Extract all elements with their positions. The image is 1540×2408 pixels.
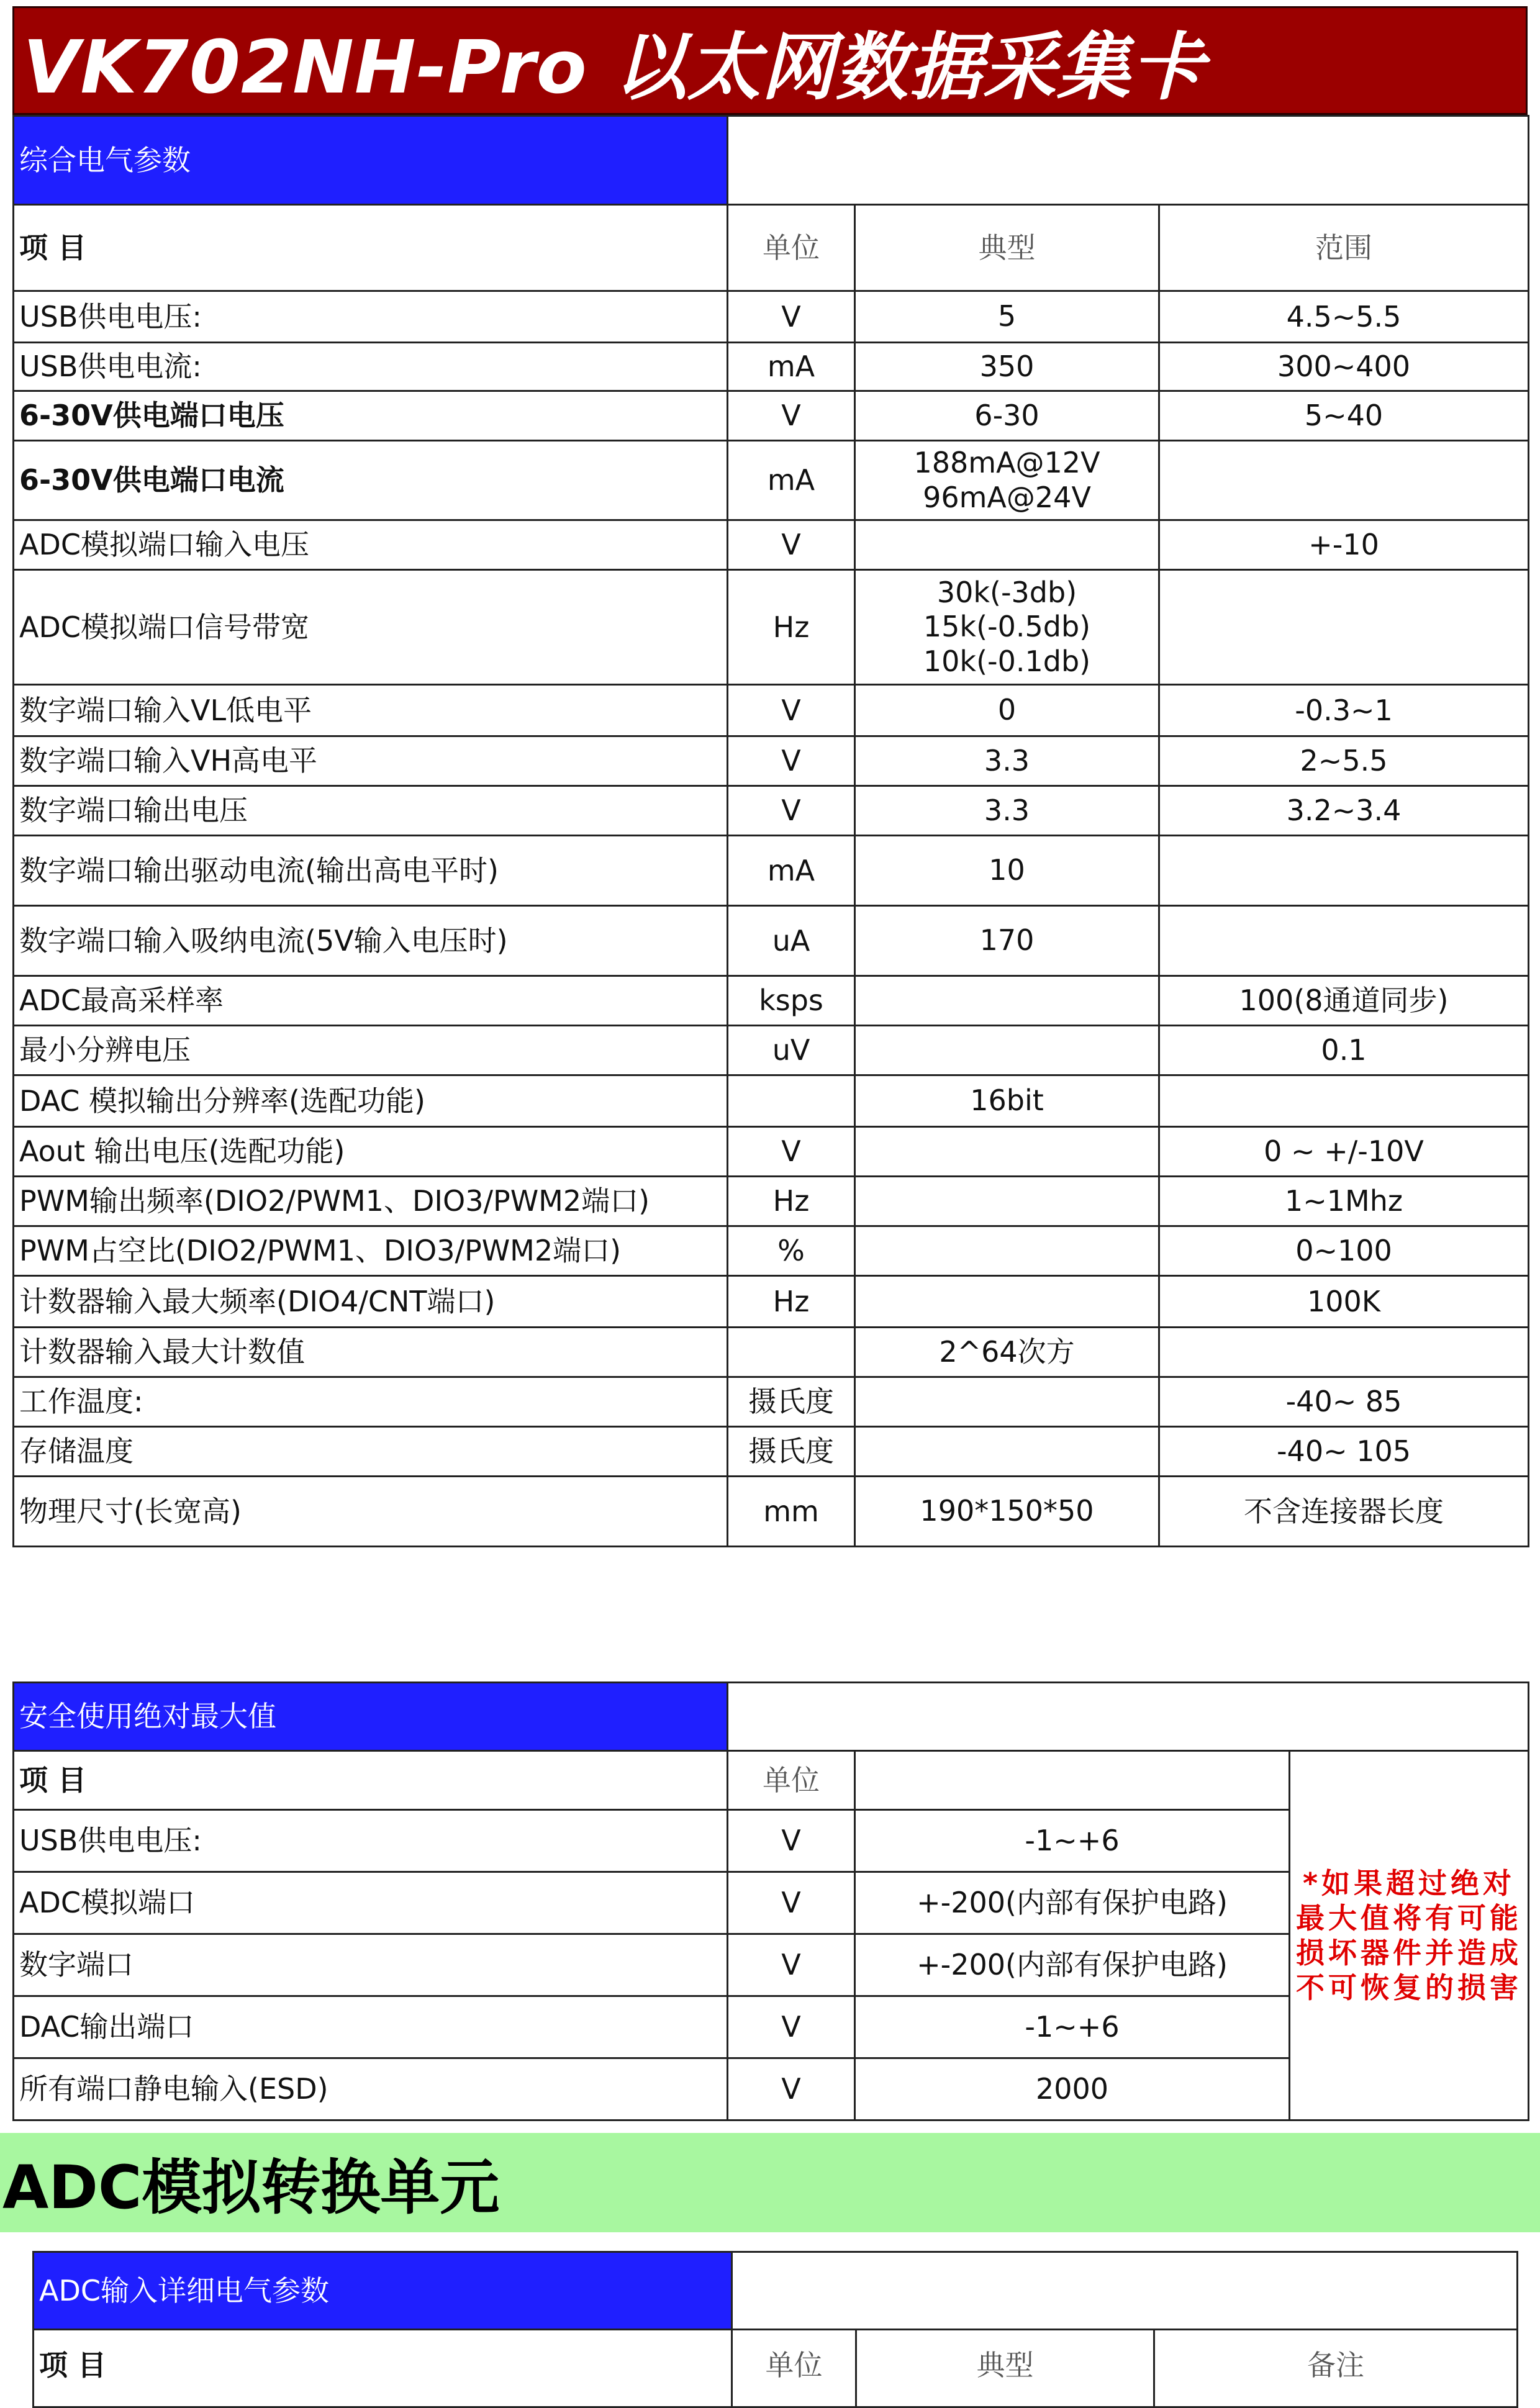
- row-typical: 6-30: [855, 391, 1159, 441]
- row-unit: uA: [728, 906, 855, 976]
- section-title-spacer: [728, 116, 1529, 205]
- table-row: [14, 836, 1529, 906]
- row-range: 300~400: [1159, 343, 1529, 391]
- row-unit: V: [728, 1934, 855, 1996]
- row-range: [1159, 906, 1529, 976]
- adc-unit-band: [0, 2133, 1540, 2232]
- table-row: [14, 906, 1529, 976]
- adc-section-title: ADC输入详细电气参数: [34, 2252, 732, 2330]
- row-unit: %: [728, 1226, 855, 1276]
- row-unit: V: [728, 685, 855, 736]
- row-item: 计数器输入最大计数值: [14, 1328, 728, 1377]
- row-range: 100(8通道同步): [1159, 976, 1529, 1026]
- table-row: [14, 441, 1529, 520]
- adc-params-table: [32, 2251, 1518, 2408]
- table-row: [14, 1328, 1529, 1377]
- electrical-params-table: [12, 115, 1529, 1547]
- row-item: 数字端口: [14, 1934, 728, 1996]
- row-unit: V: [728, 291, 855, 343]
- row-unit: Hz: [728, 1276, 855, 1328]
- table-row: [14, 1477, 1529, 1547]
- page-title-bar: [12, 6, 1528, 115]
- row-value: +-200(内部有保护电路): [855, 1872, 1290, 1934]
- row-item: 存储温度: [14, 1427, 728, 1477]
- row-typical: 10: [855, 836, 1159, 906]
- row-item: USB供电电流:: [14, 343, 728, 391]
- row-range: [1159, 1328, 1529, 1377]
- row-typical: 3.3: [855, 736, 1159, 786]
- table-row: [14, 570, 1529, 685]
- row-unit: V: [728, 391, 855, 441]
- row-typical: 5: [855, 291, 1159, 343]
- table-row: [14, 1226, 1529, 1276]
- table-row: [14, 1177, 1529, 1226]
- row-unit: ksps: [728, 976, 855, 1026]
- header-value: [855, 1751, 1290, 1810]
- row-typical: [855, 1276, 1159, 1328]
- row-item: 数字端口输入VL低电平: [14, 685, 728, 736]
- row-unit: mm: [728, 1477, 855, 1547]
- row-item: PWM占空比(DIO2/PWM1、DIO3/PWM2端口): [14, 1226, 728, 1276]
- row-unit: V: [728, 1872, 855, 1934]
- row-item: 6-30V供电端口电流: [14, 441, 728, 520]
- electrical-section-title: 综合电气参数: [14, 116, 728, 205]
- row-item: 计数器输入最大频率(DIO4/CNT端口): [14, 1276, 728, 1328]
- row-typical: [855, 1026, 1159, 1075]
- row-unit: Hz: [728, 1177, 855, 1226]
- row-range: [1159, 570, 1529, 685]
- row-range: +-10: [1159, 520, 1529, 570]
- row-unit: 摄氏度: [728, 1427, 855, 1477]
- table-row: [14, 1427, 1529, 1477]
- header-unit: 单位: [732, 2330, 856, 2407]
- row-typical: 2^64次方: [855, 1328, 1159, 1377]
- row-typical: 0: [855, 685, 1159, 736]
- row-item: DAC 模拟输出分辨率(选配功能): [14, 1075, 728, 1127]
- row-item: DAC输出端口: [14, 1996, 728, 2058]
- row-typical: [855, 1427, 1159, 1477]
- row-unit: V: [728, 786, 855, 836]
- table-row: [14, 1127, 1529, 1177]
- row-unit: Hz: [728, 570, 855, 685]
- row-range: 100K: [1159, 1276, 1529, 1328]
- table-row: [14, 343, 1529, 391]
- row-value: 2000: [855, 2058, 1290, 2121]
- page-title: VK702NH-Pro 以太网数据采集卡: [23, 24, 1205, 110]
- row-range: 5~40: [1159, 391, 1529, 441]
- row-range: 1~1Mhz: [1159, 1177, 1529, 1226]
- header-remark: 备注: [1154, 2330, 1518, 2407]
- row-item: Aout 输出电压(选配功能): [14, 1127, 728, 1177]
- row-range: -40~ 105: [1159, 1427, 1529, 1477]
- row-typical: [855, 1226, 1159, 1276]
- row-item: 6-30V供电端口电压: [14, 391, 728, 441]
- row-typical: 16bit: [855, 1075, 1159, 1127]
- table-row: [14, 391, 1529, 441]
- row-range: [1159, 1075, 1529, 1127]
- absmax-section-title: 安全使用绝对最大值: [14, 1683, 728, 1751]
- row-range: -0.3~1: [1159, 685, 1529, 736]
- header-item: 项 目: [34, 2330, 732, 2407]
- row-item: ADC模拟端口: [14, 1872, 728, 1934]
- row-item: ADC模拟端口输入电压: [14, 520, 728, 570]
- row-range: 0~100: [1159, 1226, 1529, 1276]
- table-row: [14, 1026, 1529, 1075]
- header-typical: 典型: [855, 205, 1159, 291]
- row-range: 0.1: [1159, 1026, 1529, 1075]
- row-item: 所有端口静电输入(ESD): [14, 2058, 728, 2121]
- row-typical: [855, 1177, 1159, 1226]
- row-typical: 170: [855, 906, 1159, 976]
- row-unit: V: [728, 520, 855, 570]
- row-item: 数字端口输出驱动电流(输出高电平时): [14, 836, 728, 906]
- row-unit: V: [728, 2058, 855, 2121]
- row-unit: [728, 1328, 855, 1377]
- table-row: [14, 1075, 1529, 1127]
- row-range: [1159, 441, 1529, 520]
- table-row: [14, 1377, 1529, 1427]
- row-typical: 30k(-3db) 15k(-0.5db) 10k(-0.1db): [855, 570, 1159, 685]
- table-row: [14, 786, 1529, 836]
- row-item: 物理尺寸(长宽高): [14, 1477, 728, 1547]
- row-unit: 摄氏度: [728, 1377, 855, 1427]
- row-unit: V: [728, 1127, 855, 1177]
- header-item: 项 目: [14, 205, 728, 291]
- row-range: 不含连接器长度: [1159, 1477, 1529, 1547]
- row-typical: [855, 1127, 1159, 1177]
- row-unit: V: [728, 1996, 855, 2058]
- row-item: USB供电电压:: [14, 291, 728, 343]
- section-title-spacer: [732, 2252, 1518, 2330]
- row-unit: mA: [728, 343, 855, 391]
- row-unit: mA: [728, 836, 855, 906]
- section-title-spacer: [728, 1683, 1529, 1751]
- row-unit: mA: [728, 441, 855, 520]
- row-typical: 3.3: [855, 786, 1159, 836]
- row-range: [1159, 836, 1529, 906]
- row-unit: V: [728, 1810, 855, 1872]
- row-typical: [855, 976, 1159, 1026]
- absolute-max-table: [12, 1682, 1529, 2121]
- header-unit: 单位: [728, 1751, 855, 1810]
- row-item: 工作温度:: [14, 1377, 728, 1427]
- row-unit: V: [728, 736, 855, 786]
- row-typical: [855, 520, 1159, 570]
- table-row: [14, 976, 1529, 1026]
- row-item: USB供电电压:: [14, 1810, 728, 1872]
- row-typical: 188mA@12V 96mA@24V: [855, 441, 1159, 520]
- row-value: +-200(内部有保护电路): [855, 1934, 1290, 1996]
- row-item: 数字端口输入吸纳电流(5V输入电压时): [14, 906, 728, 976]
- table-row: [14, 291, 1529, 343]
- table-row: [14, 1276, 1529, 1328]
- row-range: 4.5~5.5: [1159, 291, 1529, 343]
- row-range: 3.2~3.4: [1159, 786, 1529, 836]
- row-item: ADC最高采样率: [14, 976, 728, 1026]
- header-unit: 单位: [728, 205, 855, 291]
- row-unit: [728, 1075, 855, 1127]
- absmax-warning-note: *如果超过绝对最大值将有可能损坏器件并造成不可恢复的损害: [1290, 1751, 1529, 2121]
- row-value: -1~+6: [855, 1996, 1290, 2058]
- table-row: [14, 520, 1529, 570]
- row-range: 2~5.5: [1159, 736, 1529, 786]
- adc-unit-title: ADC模拟转换单元: [2, 2152, 500, 2222]
- row-item: 最小分辨电压: [14, 1026, 728, 1075]
- row-item: ADC模拟端口信号带宽: [14, 570, 728, 685]
- row-item: 数字端口输入VH高电平: [14, 736, 728, 786]
- row-range: -40~ 85: [1159, 1377, 1529, 1427]
- row-value: -1~+6: [855, 1810, 1290, 1872]
- row-typical: 190*150*50: [855, 1477, 1159, 1547]
- table-row: [14, 736, 1529, 786]
- header-item: 项 目: [14, 1751, 728, 1810]
- row-typical: 350: [855, 343, 1159, 391]
- row-range: 0 ~ +/-10V: [1159, 1127, 1529, 1177]
- row-item: 数字端口输出电压: [14, 786, 728, 836]
- header-range: 范围: [1159, 205, 1529, 291]
- header-typical: 典型: [856, 2330, 1154, 2407]
- row-item: PWM输出频率(DIO2/PWM1、DIO3/PWM2端口): [14, 1177, 728, 1226]
- row-typical: [855, 1377, 1159, 1427]
- table-row: [14, 685, 1529, 736]
- row-unit: uV: [728, 1026, 855, 1075]
